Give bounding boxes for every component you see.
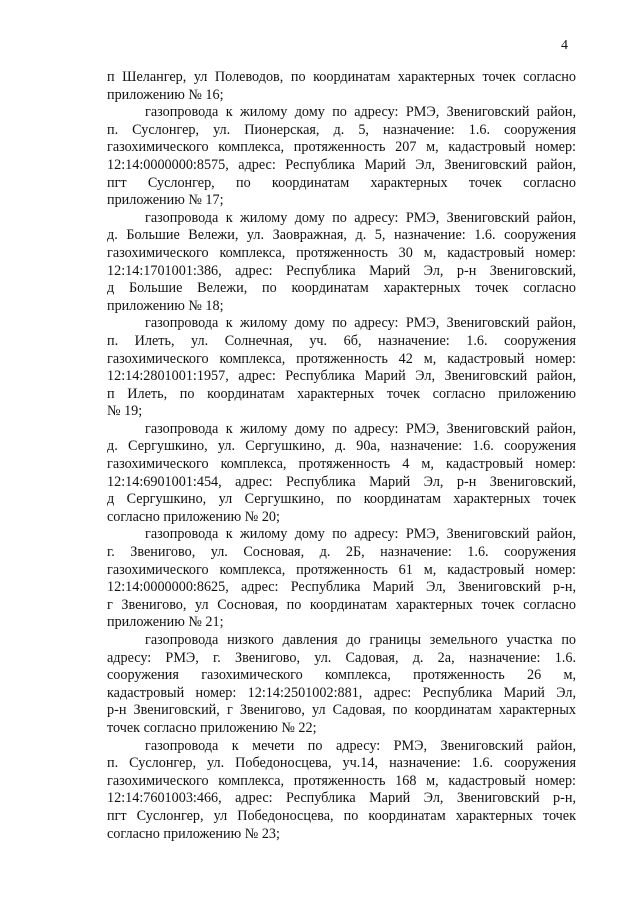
text-line: кадастровый номер: 12:14:2501002:881, адрес: Республика Марий Эл, (107, 684, 576, 701)
text-line: газохимического комплекса, протяженность 42 м, кадастровый номер: (107, 350, 576, 367)
text-line: газопровода к жилому дому по адресу: РМЭ, Звениговский район, (145, 526, 576, 543)
text-line: 12:14:0000000:8625, адрес: Республика Марий Эл, Звениговский р-н, (107, 579, 576, 596)
page-number: 4 (561, 38, 568, 53)
text-line: 12:14:6901001:454, адрес: Республика Марий Эл, р-н Звениговский, (107, 473, 576, 490)
paragraph (107, 632, 576, 738)
text-line: № 19; (107, 403, 143, 420)
text-line: р-н Звениговский, г Звенигово, ул Садовая, по координатам характерных (107, 702, 576, 719)
text-line: д. Сергушкино, ул. Сергушкино, д. 90а, назначение: 1.6. сооружения (107, 438, 576, 455)
text-line: д. Большие Вележи, ул. Заовражная, д. 5, назначение: 1.6. сооружения (107, 227, 576, 244)
text-line: согласно приложению № 20; (107, 508, 280, 525)
text-line: 12:14:7601003:466, адрес: Республика Марий Эл, Звениговский р-н, (107, 790, 576, 807)
text-line: газопровода к жилому дому по адресу: РМЭ, Звениговский район, (145, 420, 576, 437)
text-line: п. Суслонгер, ул. Пионерская, д. 5, назначение: 1.6. сооружения (107, 121, 576, 138)
text-line: адресу: РМЭ, г. Звенигово, ул. Садовая, д. 2а, назначение: 1.6. (107, 649, 576, 666)
text-line: п. Илеть, ул. Солнечная, уч. 6б, назначение: 1.6. сооружения (107, 332, 576, 349)
text-line: п. Суслонгер, ул. Победоносцева, уч.14, назначение: 1.6. сооружения (107, 755, 576, 772)
text-line: газохимического комплекса, протяженность 207 м, кадастровый номер: (107, 139, 576, 156)
text-line: г Звенигово, ул Сосновая, по координатам характерных точек согласно (107, 596, 576, 613)
text-line: приложению № 18; (107, 297, 224, 314)
text-line: приложению № 17; (107, 192, 224, 209)
text-line: д Сергушкино, ул Сергушкино, по координатам характерных точек (107, 491, 576, 508)
text-line: п Илеть, по координатам характерных точек согласно приложению (107, 385, 576, 402)
text-line: газопровода низкого давления до границы земельного участка по (145, 632, 576, 648)
text-line: 12:14:1701001:386, адрес: Республика Марий Эл, р-н Звениговский, (107, 262, 576, 279)
text-line: газохимического комплекса, протяженность 4 м, кадастровый номер: (107, 456, 576, 473)
text-line: приложению № 21; (107, 614, 224, 631)
text-line: п Шелангер, ул Полеводов, по координатам характерных точек согласно (107, 69, 576, 85)
text-line: газохимического комплекса, протяженность 61 м, кадастровый номер: (107, 561, 576, 578)
text-line: пгт Суслонгер, ул Победоносцева, по координатам характерных точек (107, 807, 576, 824)
text-line: газохимического комплекса, протяженность 30 м, кадастровый номер: (107, 244, 576, 261)
text-line: г. Звенигово, ул. Сосновая, д. 2Б, назначение: 1.6. сооружения (107, 544, 576, 561)
text-line: 12:14:0000000:8575, адрес: Республика Марий Эл, Звениговский район, (107, 156, 576, 173)
paragraph (107, 421, 576, 527)
paragraph (107, 69, 576, 104)
document-body (107, 69, 576, 843)
text-line: сооружения газохимического комплекса, протяженность 26 м, (107, 667, 576, 684)
text-line: газопровода к мечети по адресу: РМЭ, Звениговский район, (145, 737, 576, 754)
text-line: пгт Суслонгер, по координатам характерных точек согласно (107, 174, 576, 191)
paragraph (107, 738, 576, 844)
paragraph (107, 104, 576, 210)
text-line: газопровода к жилому дому по адресу: РМЭ, Звениговский район, (145, 315, 576, 332)
text-line: 12:14:2801001:1957, адрес: Республика Марий Эл, Звениговский район, (107, 368, 576, 385)
text-line: точек согласно приложению № 22; (107, 719, 317, 736)
paragraph (107, 210, 576, 316)
text-line: д Большие Вележи, по координатам характерных точек согласно (107, 280, 576, 297)
paragraph (107, 315, 576, 421)
text-line: газопровода к жилому дому по адресу: РМЭ, Звениговский район, (145, 209, 576, 226)
text-line: газохимического комплекса, протяженность 168 м, кадастровый номер: (107, 772, 576, 789)
paragraph (107, 526, 576, 632)
text-line: газопровода к жилому дому по адресу: РМЭ, Звениговский район, (145, 104, 576, 121)
text-line: приложению № 16; (107, 86, 224, 103)
text-line: согласно приложению № 23; (107, 825, 280, 842)
